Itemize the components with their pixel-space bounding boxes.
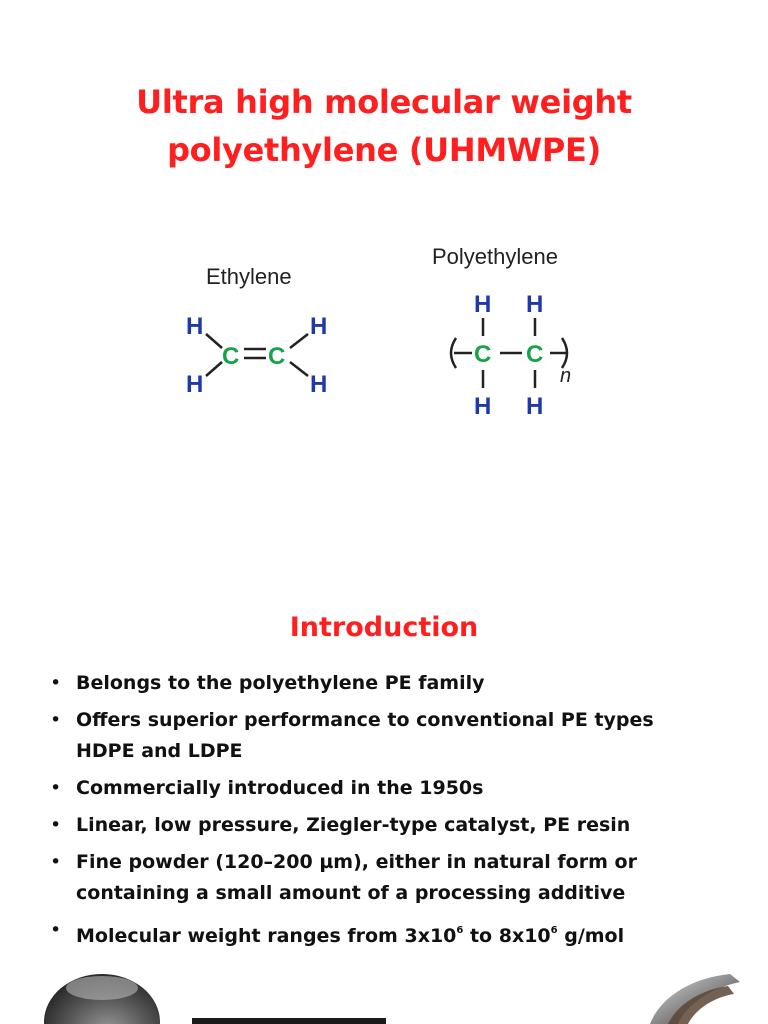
structure-svg [170, 240, 610, 430]
bullet-text: Fine powder (120–200 µm), either in natural form or [76, 851, 637, 873]
ethylene-bond [206, 362, 222, 376]
bullet-item [46, 668, 726, 699]
title-line-1: Ultra high molecular weight [136, 83, 632, 121]
ethylene-structure [186, 264, 327, 398]
portrait-photo [30, 966, 180, 1024]
ethylene-h-top-left: H [186, 313, 204, 340]
bullet-text: containing a small amount of a processing additive [76, 882, 626, 904]
bullet-text: HDPE and LDPE [76, 740, 243, 762]
bullet-continuation [46, 878, 726, 909]
bullet-item [46, 773, 726, 804]
ethylene-polyethylene-diagram [170, 240, 610, 430]
polyethylene-label: Polyethylene [432, 244, 558, 269]
bullet-text: Offers superior performance to conventional PE types [76, 709, 654, 731]
bullet-text: Belongs to the polyethylene PE family [76, 672, 485, 694]
bullet-dot-icon: • [50, 709, 62, 731]
implant-photo-art [560, 968, 740, 1024]
ethylene-bond [206, 334, 222, 348]
bullet-dot-icon: • [50, 919, 62, 941]
introduction-bullet-list [46, 668, 726, 958]
bullet-text: to 8x10 [463, 925, 551, 947]
bullet-item [46, 847, 726, 878]
bullet-text: Commercially introduced in the 1950s [76, 777, 484, 799]
exponent: 6 [456, 925, 464, 936]
ethylene-h-top-right: H [310, 313, 328, 340]
portrait-photo-art [30, 966, 180, 1024]
ethylene-h-bottom-right: H [310, 371, 328, 398]
ethylene-bond [290, 334, 308, 348]
polyethylene-c-2: C [526, 341, 544, 368]
bullet-item [46, 810, 726, 841]
introduction-heading: Introduction [289, 612, 479, 643]
photo-dark-strip [192, 1018, 386, 1024]
bullet-dot-icon: • [50, 672, 62, 694]
exponent: 6 [550, 925, 558, 936]
polyethylene-h-bottom-1: H [474, 393, 492, 420]
polyethylene-c-1: C [474, 341, 492, 368]
ethylene-c-right: C [268, 343, 286, 370]
ethylene-label: Ethylene [206, 264, 292, 289]
portrait-hair-highlight [66, 976, 138, 1000]
bullet-item [46, 915, 726, 952]
polyethylene-structure [432, 244, 571, 420]
bullet-dot-icon: • [50, 814, 62, 836]
title-line-2: polyethylene (UHMWPE) [167, 131, 601, 169]
bullet-item [46, 705, 726, 736]
ethylene-c-left: C [222, 343, 240, 370]
ethylene-bond [290, 362, 308, 376]
polyethylene-h-top-2: H [526, 291, 544, 318]
polyethylene-h-top-1: H [474, 291, 492, 318]
slide-title [0, 78, 768, 174]
polyethylene-repeat-n: n [560, 365, 572, 387]
bullet-text: g/mol [557, 925, 625, 947]
bullet-text: Molecular weight ranges from 3x10 [76, 925, 457, 947]
bullet-text: Linear, low pressure, Ziegler-type catalyst, PE resin [76, 814, 631, 836]
ethylene-h-bottom-left: H [186, 371, 204, 398]
bullet-continuation [46, 736, 726, 767]
bullet-dot-icon: • [50, 777, 62, 799]
implant-photo [560, 968, 740, 1024]
polyethylene-h-bottom-2: H [526, 393, 544, 420]
bullet-dot-icon: • [50, 851, 62, 873]
